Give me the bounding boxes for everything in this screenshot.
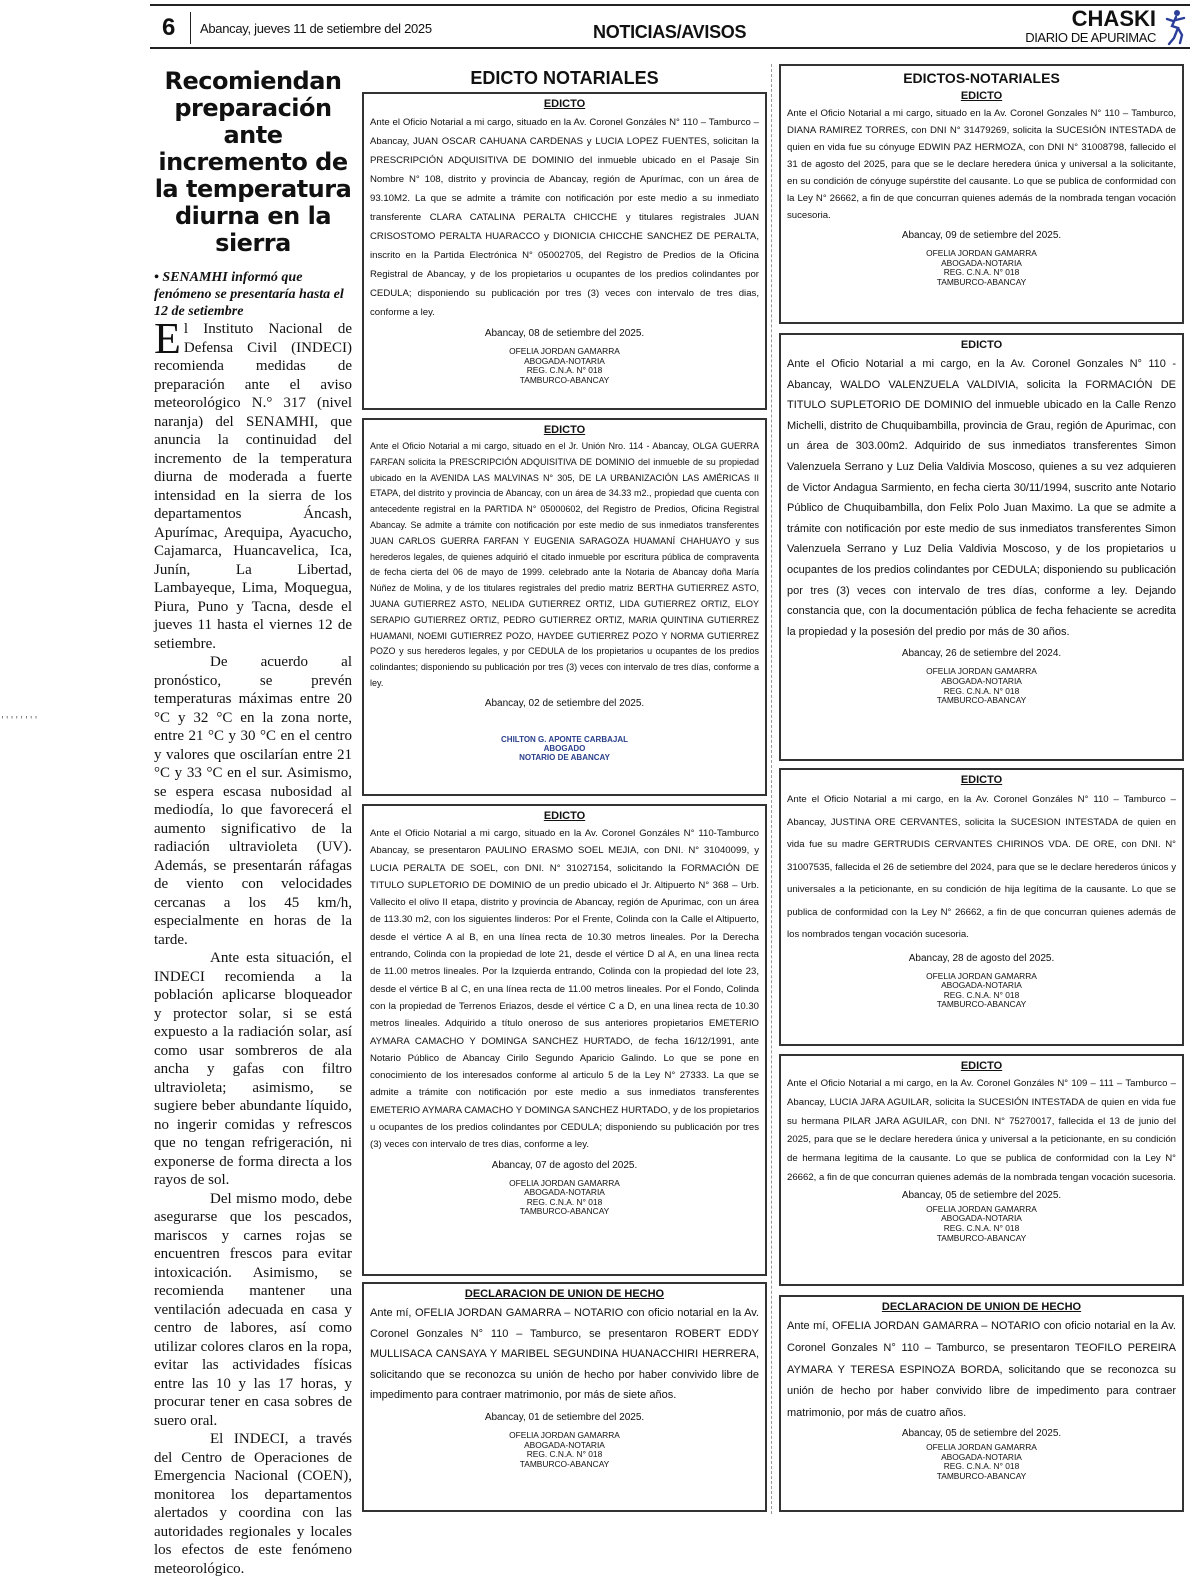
article-paragraph: Del mismo modo, debe asegurarse que los pescados, mariscos y carnes rojas se encuentren frescos para evitar intoxicación. Asimismo, se recomienda mantener una ventilación adecuada en casa y centro de labores, así como utilizar colores claros en la ropa, evitar las actividades físicas entre las 10 y las 17 horas, y procurar tener en casa sobres de suero oral. — [154, 1190, 352, 1429]
drop-cap: E — [154, 314, 181, 363]
notice-edicto — [779, 64, 1184, 324]
notary-signature: OFELIA JORDAN GAMARRA ABOGADA-NOTARIA REG. C.N.A. N° 018 TAMBURCO-ABANCAY — [926, 248, 1037, 287]
notice-date: Abancay, 09 de setiembre del 2025. — [901, 230, 1062, 241]
notary-signature: OFELIA JORDAN GAMARRA ABOGADA-NOTARIA REG. C.N.A. N° 018 TAMBURCO-ABANCAY — [926, 1441, 1037, 1481]
notice-date: Abancay, 07 de agosto del 2025. — [491, 1159, 638, 1171]
notice-body: Ante el Oficio Notarial a mi cargo, en la Av. Coronel Gonzáles N° 109 – 111 – Tamburco – Abancay, LUCIA JARA AGUILAR, solicita la SUCESIÓN INTESTADA de quien en vida fue su hermana PILAR JARA AGUILAR, con DNI. N° 75270017, fallecida el 13 de junio del 2025, para que se le declare heredera única y universal a la peticionante, en su condición de hermana legitima de la causante. Lo que se publica de conformidad con la Ley N° 26662, a fin de que concurran quienes además de la nombrada tengan vocación sucesoria. — [787, 1078, 1176, 1183]
section-title-edictos: EDICTO NOTARIALES — [470, 68, 659, 88]
margin-mark: '''''''' — [0, 716, 39, 725]
issue-date: Abancay, jueves 11 de setiembre del 2025 — [200, 21, 432, 36]
news-article — [154, 68, 352, 1578]
notice-body: Ante el Oficio Notarial a mi cargo, situado en la Av. Coronel Gonzáles N° 110 – Tamburco – Abancay, JUAN OSCAR CAHUANA CARDENAS y LUCIA LOPEZ FUENTES, solicitan la PRESCRIPCIÓN ADQUISITIVA DE DOMINIO del inmueble ubicado en el Pasaje Sin Nombre N° 108, distrito y provincia de Abancay, región de Apurímac, con un área de 93.10M2. La que se admite a trámite con notificación por este medio a su inmediato transferente CLARA CATALINA PERALTA CHICCHE y titulares registrales JUAN CRISOSTOMO PERALTA HUARACCO y DIONICIA CHICCHE SANCHEZ DE PERALTA, inscrito en la Partida Electrónica N° 05002705, del Registro de Predios de la Oficina Registral de Abancay, y de los propietarios u ocupantes de los predios colindantes por CEDULA; disponiendo su publicación por tres (3) veces con intervalo de tres dias, conforme a ley. — [370, 117, 759, 318]
notary-signature: OFELIA JORDAN GAMARRA ABOGADA-NOTARIA REG. C.N.A. N° 018 TAMBURCO-ABANCAY — [509, 346, 620, 385]
header-divider — [190, 12, 191, 44]
notice-title: EDICTO — [960, 339, 1003, 351]
notice-title: EDICTO — [543, 424, 586, 436]
notary-stamp: CHILTON G. APONTE CARBAJAL ABOGADO NOTARIO DE ABANCAY — [501, 734, 628, 762]
notice-title: EDICTO — [960, 1060, 1003, 1072]
notice-edicto — [362, 804, 767, 1276]
notice-date: Abancay, 28 de agosto del 2025. — [908, 952, 1055, 964]
notice-body: Ante el Oficio Notarial a mi cargo, en la Av. Coronel Gonzáles N° 110 – Tamburco – Abancay, JUSTINA ORE CERVANTES, solicita la SUCESION INTESTADA de quien en vida fue su madre GERTRUDIS CERVANTES CHIRINOS VDA. DE ORE, con DNI. N° 31007535, fallecida el 26 de setiembre del 2024, para que se le declare herederos únicos y universales a la peticionante, en su condición de hija legítima de la causante. Lo que se publica de conformidad con la Ley N° 26662, a fin de que concurran quienes además de los nombrados tengan vocación sucesoria. — [787, 794, 1176, 940]
notice-edicto — [779, 333, 1184, 761]
notice-edicto — [362, 418, 767, 796]
notary-signature: OFELIA JORDAN GAMARRA ABOGADA-NOTARIA REG. C.N.A. N° 018 TAMBURCO-ABANCAY — [926, 666, 1037, 706]
notice-title: EDICTO — [543, 810, 586, 822]
notice-edicto — [779, 768, 1184, 1046]
notice-body: Ante mí, OFELIA JORDAN GAMARRA – NOTARIO con oficio notarial en la Av. Coronel Gonzales N° 110 – Tamburco, se presentaron ROBERT EDDY MULLISACA CANSAYA Y MARIBEL SEGUNDINA HUANACCHIRI HERRERA, solicitando que se reconozca su unión de hecho por haber convivido libre de impedimento para contraer matrimonio, por más de siete años. — [370, 1307, 759, 1402]
notice-date: Abancay, 26 de setiembre del 2024. — [901, 648, 1062, 660]
notary-signature: OFELIA JORDAN GAMARRA ABOGADA-NOTARIA REG. C.N.A. N° 018 TAMBURCO-ABANCAY — [509, 1429, 620, 1469]
notice-title: EDICTO — [543, 98, 586, 110]
brand-name: CHASKI — [1071, 6, 1156, 31]
page-number: 6 — [162, 14, 176, 41]
notice-date: Abancay, 05 de setiembre del 2025. — [901, 1189, 1062, 1201]
header-rule-top — [150, 4, 1190, 6]
header-rule-bottom — [150, 47, 1190, 49]
notice-body: Ante mí, OFELIA JORDAN GAMARRA – NOTARIO con oficio notarial en la Av. Coronel Gonzales N° 110 – Tamburco, se presentaron TEOFILO PEREIRA AYMARA Y TERESA ESPINOZA BORDA, solicitando que se reconozca su unión de hecho por haber convivido libre de impedimento para contraer matrimonio, por más de cuatro años. — [787, 1320, 1176, 1420]
notice-body: Ante el Oficio Notarial a mi cargo, situado en el Jr. Unión Nro. 114 - Abancay, OLGA GUERRA FARFAN solicita la PRESCRIPCIÓN ADQUISITIVA DE DOMINIO del inmueble de su propiedad ubicado en la AVENIDA LAS MALVINAS N° 305, DE LA URBANIZACIÓN LAS AMÉRICAS II ETAPA, del distrito y provincia de Abancay, con un área de 34.33 m2., propiedad que cuenta con antecedente registral en la PARTIDA N° 05000602, del Registro de Predios, Oficina Registral Abancay. Se admite a trámite con notificación por este medio de sus inmediatos transferentes JUAN CARLOS GUERRA FARFAN Y EUGENIA SARAGOZA HUAMANÍ CHAHUAYO y sus herederos legales, de quienes adquirió el citado inmueble por escritura pública de compraventa de fecha cierta del 06 de mayo de 1999. celebrado ante la Notaria de Abancay doña María Núñez de Molina, y de los titulares registrales del predio matriz BERTHA GUTIERREZ ASTO, JUANA GUTIERREZ ASTO, NELIDA GUTIERREZ ORTIZ, LIDA GUTIERREZ ORTIZ, ELOY SERAPIO GUTIERREZ ORTIZ, PEDRO GUTIERREZ ORTIZ, MARIA QUINTINA GUTIERREZ HUAMANI, NOEMI GUTIERREZ POZO, HAYDEE GUTIERREZ POZO Y NORMA GUTIERREZ POZO y sus herederos legales, y por CEDULA de los propietarios u ocupantes de los predios colindantes; disponiendo su publicación por tres (3) veces con intervalo de tres días, conforme a ley. — [370, 441, 759, 688]
notice-union-de-hecho — [362, 1282, 767, 1512]
notice-title: DECLARACION DE UNION DE HECHO — [464, 1288, 665, 1300]
article-lead: • SENAMHI informó que fenómeno se presentaría hasta el 12 de setiembre — [154, 270, 344, 319]
notice-date: Abancay, 05 de setiembre del 2025. — [901, 1427, 1062, 1439]
column-divider — [771, 64, 773, 1514]
notary-signature: OFELIA JORDAN GAMARRA ABOGADA-NOTARIA REG. C.N.A. N° 018 TAMBURCO-ABANCAY — [926, 1203, 1037, 1243]
article-paragraph: De acuerdo al pronóstico, se prevén temperaturas máximas entre 20 °C y 32 °C en la zona norte, entre 21 °C y 30 °C en el centro y valores que oscilarían entre 21 °C y 33 °C en el sur. Asimismo, se espera escasa nubosidad al mediodía, lo que favorecerá el aumento significativo de la radiación ultravioleta (UV). Además, se presentarán ráfagas de viento con velocidades cercanas a los 45 km/h, especialmente en horas de la tarde. — [154, 654, 352, 948]
section-name: NOTICIAS/AVISOS — [593, 22, 747, 42]
notice-edicto — [779, 1054, 1184, 1286]
section-title-edictos-notariales: EDICTOS-NOTARIALES — [903, 70, 1060, 86]
masthead-brand — [1025, 8, 1156, 45]
brand-subtitle: DIARIO DE APURIMAC — [1025, 30, 1156, 45]
article-paragraph: Ante esta situación, el INDECI recomienda a la población aplicarse bloqueador y protector solar, si se está expuesto a la radiación solar, así como usar sombreros de ala ancha y gafas con filtro ultravioleta; asimismo, se sugiere beber abundante líquido, no ingerir comidas y refrescos que no tengan refrigeración, ni exponerse de forma directa a los rayos de sol. — [154, 950, 352, 1188]
notice-date: Abancay, 08 de setiembre del 2025. — [484, 328, 645, 339]
notary-signature: OFELIA JORDAN GAMARRA ABOGADA-NOTARIA REG. C.N.A. N° 018 TAMBURCO-ABANCAY — [926, 970, 1037, 1010]
chaski-runner-logo-icon — [1164, 8, 1188, 46]
notice-title: EDICTO — [960, 90, 1003, 102]
notice-date: Abancay, 01 de setiembre del 2025. — [484, 1411, 645, 1423]
notice-union-de-hecho — [779, 1295, 1184, 1512]
article-paragraph: El INDECI, a través del Centro de Operaciones de Emergencia Nacional (COEN), monitorea los departamentos alertados y coordina con las autoridades regionales y locales los efectos de este fenómeno meteorológico. — [154, 1431, 352, 1577]
notice-title: DECLARACION DE UNION DE HECHO — [881, 1301, 1082, 1313]
notice-body: Ante el Oficio Notarial a mi cargo, situado en la Av. Coronel Gonzales N° 110 – Tamburco, DIANA RAMIREZ TORRES, con DNI N° 31479269, solicita la SUCESIÓN INTESTADA de quien en vida fue su cónyuge EDWIN PAZ HERMOZA, con DNI N° 31008798, fallecido el 31 de agosto del 2025, para que se le declare heredera única y universal a la solicitante, en su condición de cónyuge supérstite del causante. Lo que se publica de conformidad con la Ley N° 26662, a fin de que concurran quienes además de la nombrada tengan vocación sucesoria. — [787, 108, 1176, 221]
notice-edicto — [362, 92, 767, 410]
notice-body: Ante el Oficio Notarial a mi cargo, situado en la Av. Coronel Gonzáles N° 110-Tamburco Abancay, se presentaron PAULINO ERASMO SOEL MEJIA, con DNI. N° 31040099, y LUCIA PERALTA DE SOEL, con DNI. N° 31027154, solicitando la FORMACIÓN DE TITULO SUPLETORIO DE DOMINIO de un predio ubicado el Jr. Altipuerto N° 368 – Urb. Vallecito el olivo II etapa, distrito y provincia de Abancay, región de Apurimac, con un área de 113.30 m2, con los siguientes linderos: Por el Frente, Colinda con la Calle el Altipuerto, desde el vértice A al B, en una línea recta de 10.30 metros lineales. Por la Derecha entrando, Colinda con la propiedad de lote 21, desde el vértice D al A, en una linea recta de 11.00 metros lineales. Por la Izquierda entrando, Colinda con la propiedad del lote 23, desde el vértice B al C, en una línea recta de 11.00 metros lineales. Por el Fondo, Colinda con la propiedad de Terrenos Eriazos, desde el vértice C a D, en una linea recta de 10.30 metros lineales. Adquirido a título oneroso de sus anteriores propietarios EMETERIO AYMARA CAMACHO Y DOMINGA SANCHEZ HURTADO, de fecha 16/12/1991, ante Notario Público de Abancay Cirilo Segundo Aparicio Galindo. Lo que se pone en conocimiento de los interesados conforme al articulo 5 de la Ley N° 27333. La que se admite a trámite con notificación por este medio a sus inmediatos transferentes EMETERIO AYMARA CAMACHO Y DOMINGA SANCHEZ HURTADO, y de los propietarios u ocupantes de los predios colindantes por CEDULA; disponiendo su publicación por tres (3) veces con intervalo de tres dias, conforme a ley. — [370, 828, 759, 1151]
article-paragraph: El Instituto Nacional de Defensa Civil (INDECI) recomienda medidas de preparación ante el aviso meteorológico N.° 317 (nivel naranja) del SENAMHI, que anuncia la continuidad del incremento de la temperatura diurna de moderada a fuerte intensidad en la sierra de los departamentos Áncash, Apurímac, Arequipa, Ayacucho, Cajamarca, Huancavelica, Ica, Junín, La Libertad, Lambayeque, Lima, Moquegua, Piura, Puno y Tacna, desde el jueves 11 hasta el viernes 12 de setiembre. — [154, 314, 352, 652]
article-headline: Recomiendan preparación ante incremento de la temperatura diurna en la sierra — [154, 67, 352, 257]
notary-signature: OFELIA JORDAN GAMARRA ABOGADA-NOTARIA REG. C.N.A. N° 018 TAMBURCO-ABANCAY — [509, 1177, 620, 1217]
notice-title: EDICTO — [960, 774, 1003, 786]
notice-date: Abancay, 02 de setiembre del 2025. — [484, 697, 645, 709]
notice-body: Ante el Oficio Notarial a mi cargo, en la Av. Coronel Gonzales N° 110 - Abancay, WALDO VALENZUELA VALDIVIA, solicita la FORMACIÓN DE TITULO SUPLETORIO DE DOMINIO del inmueble ubicado en la Calle Renzo Michelli, distrito de Chuquibambilla, provincia de Grau, región de Apurimac, con un área de 303.00m2. Adquirido de sus inmediatos transferentes Simon Valenzuela Serrano y Luz Delia Valdivia Moscoso, quienes a su vez adquieren de Victor Andagua Sarmiento, en fecha cierta 30/11/1994, suscrito ante Notario Público de Chuquibambilla, don Felix Polo Juan Maximo. La que se admite a trámite con notificación por este medio de sus inmediatos transferentes Simon Valenzuela Serrano y Luz Delia Valdivia Moscoso, y de los propietarios u ocupantes de los predios colindantes por CEDULA; disponiendo su publicación por tres (3) veces con intervalo de tres días, conforme a ley. Dejando constancia que, con la documentación pública de fecha fehaciente se acredita la propiedad y la posesión del predio por más de 30 años. — [787, 358, 1176, 638]
